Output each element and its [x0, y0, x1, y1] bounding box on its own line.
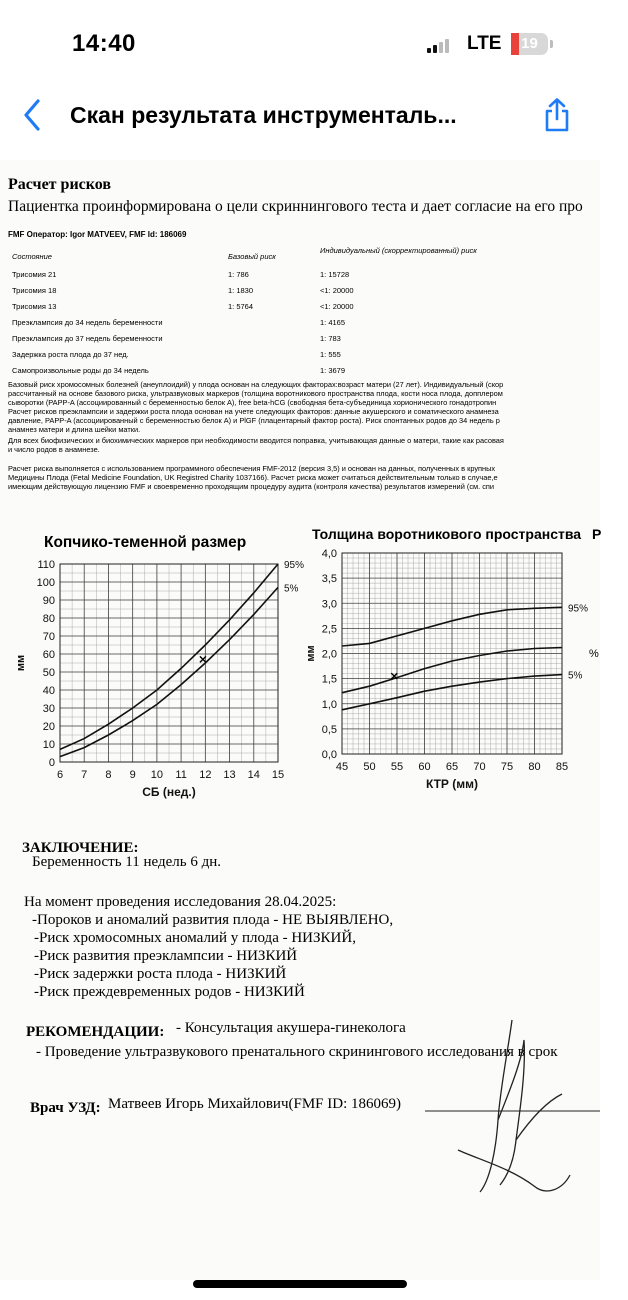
nt-y-tick-label: 3,5	[321, 573, 337, 586]
risk-notes-line: рассчитанный на основе базового риска, ультразвуковых маркеров (толщина воротникового пространства плода, кости носа плода, допплером	[8, 389, 503, 398]
table-row: Самопроизвольные роды до 34 недель 1: 3679	[12, 366, 346, 375]
recommendations-label: РЕКОМЕНДАЦИИ:	[26, 1024, 165, 1040]
home-indicator[interactable]	[193, 1280, 407, 1288]
nt-y-tick-label: 1,0	[321, 698, 337, 711]
crl-x-tick-label: 8	[105, 769, 112, 781]
crl-y-tick-label: 10	[42, 739, 55, 751]
operator-line: FMF Оператор: Igor MATVEEV, FMF Id: 186069	[8, 230, 187, 239]
nt-y-tick-label: 0,0	[321, 749, 337, 761]
crl-y-tick-label: 60	[42, 649, 55, 661]
crl-x-tick-label: 9	[129, 769, 136, 781]
examination-date: На момент проведения исследования 28.04.2025:	[24, 894, 337, 910]
software-notes-line: имеющим действующую лицензию FMF и своевременно проходящим процедуру аудита (контроля качества) результатов измерений (см. спи	[8, 482, 495, 491]
doctor-label: Врач УЗД:	[30, 1100, 101, 1116]
nt-x-tick-label: 75	[500, 761, 514, 773]
nt-series-label: 5%	[568, 670, 583, 682]
crl-x-tick-label: 7	[81, 769, 88, 781]
nt-series-label: 95%	[568, 603, 589, 615]
nt-x-tick-label: 80	[528, 761, 541, 773]
nt-y-tick-label: 3,0	[321, 598, 337, 611]
network-type: LTE	[467, 33, 502, 54]
status-bar	[0, 0, 600, 80]
crl-x-axis-label: СБ (нед.)	[142, 785, 196, 799]
crl-y-tick-label: 80	[42, 613, 55, 625]
battery-level: 19	[521, 35, 538, 52]
table-header-base-risk: Базовый риск	[228, 252, 276, 261]
chevron-left-icon	[18, 97, 48, 133]
pregnancy-term: Беременность 11 недель 6 дн.	[32, 854, 222, 870]
nt-chart	[300, 545, 600, 805]
table-row: Трисомия 21 1: 786 1: 15728	[12, 270, 350, 279]
crl-x-tick-label: 12	[199, 769, 212, 781]
crl-x-tick-label: 15	[271, 769, 285, 781]
table-header-individual-risk: Индивидуальный (скорректированный) риск	[320, 246, 477, 255]
risk-notes-line: анамнез матери и длина шейки матки.	[8, 425, 141, 434]
third-chart-percent-mark: %	[589, 648, 599, 660]
nt-x-tick-label: 45	[335, 761, 349, 773]
battery-cap	[550, 40, 553, 48]
nt-x-axis-label: КТР (мм)	[425, 777, 479, 791]
document-scan[interactable]	[0, 160, 600, 1280]
status-time: 14:40	[72, 30, 136, 57]
nt-y-tick-label: 4,0	[321, 548, 337, 560]
risk-notes-line: Расчет рисков преэклампсии и задержки роста плода основан на учете следующих факторов: данные акушерского и соматического анамнеза	[8, 407, 499, 416]
crl-chart-title: Копчико-теменной размер	[44, 534, 247, 551]
crl-chart	[0, 545, 310, 805]
nt-y-tick-label: 1,5	[321, 673, 337, 686]
back-button[interactable]	[18, 97, 48, 133]
nt-x-tick-label: 60	[418, 761, 431, 773]
crl-x-tick-label: 13	[223, 769, 236, 781]
doctor-name: Матвеев Игорь Михайлович(FMF ID: 186069)	[108, 1096, 402, 1112]
table-header-condition: Состояние	[12, 252, 52, 261]
risk-notes-line: сыворотки (PAPP-A (ассоциированный с беременностью белок А), free beta-hCG (свободная бета-субъединица хорионического гонадотропин	[8, 398, 497, 407]
risk-notes-line: Базовый риск хромосомных болезней (анеуплоидий) у плода основан на следующих факторах:возраст матери (27 лет). Индивидуальный (скор	[8, 380, 504, 389]
risk-notes-line: и число родов в анамнезе.	[8, 445, 100, 454]
third-chart-edge-mark: Р	[592, 526, 602, 542]
crl-series-label: 95%	[284, 560, 305, 571]
navigation-bar	[0, 80, 600, 150]
crl-y-tick-label: 90	[42, 595, 55, 607]
nt-x-tick-label: 50	[363, 761, 376, 773]
conclusion-item: -Риск задержки роста плода - НИЗКИЙ	[34, 966, 287, 982]
crl-y-tick-label: 50	[42, 667, 55, 679]
crl-x-tick-label: 14	[247, 769, 260, 781]
doc-subtitle: Пациентка проинформирована о цели скриннингового теста и дает согласие на его про	[8, 198, 583, 215]
crl-y-tick-label: 70	[42, 631, 55, 643]
table-row: Трисомия 18 1: 1830 <1: 20000	[12, 286, 354, 295]
nt-y-axis-label: мм	[305, 645, 317, 662]
conclusion-heading: ЗАКЛЮЧЕНИЕ:	[22, 840, 139, 856]
risk-notes-line: Для всех биофизических и биохимических маркеров при необходимости вводится поправка, учитывающая данные о матери, такие как расовая	[8, 436, 504, 445]
crl-x-tick-label: 10	[150, 769, 164, 781]
conclusion-item: -Риск развития преэклампсии - НИЗКИЙ	[34, 948, 298, 964]
crl-y-tick-label: 20	[42, 721, 55, 733]
nt-x-tick-label: 70	[473, 761, 486, 773]
nt-x-tick-label: 65	[445, 761, 459, 773]
crl-y-tick-label: 0	[48, 757, 55, 769]
recommendation-item: - Консультация акушера-гинеколога	[176, 1020, 406, 1036]
recommendation-item: - Проведение ультразвукового пренатального скринингового исследования в срок	[36, 1044, 558, 1060]
crl-y-axis-label: мм	[15, 654, 27, 672]
table-row: Преэклампсия до 37 недель беременности 1: 783	[12, 334, 341, 343]
risk-notes-line: давление, PAPP-A (ассоциированный с беременностью белок А) и PlGF (плацентарный фактор роста). Риск спонтанных родов до 34 недель р	[8, 416, 500, 425]
doc-title: Расчет рисков	[8, 176, 112, 193]
table-row: Трисомия 13 1: 5764 <1: 20000	[12, 302, 354, 311]
doctor-signature	[450, 1010, 580, 1200]
conclusion-item: -Риск преждевременных родов - НИЗКИЙ	[34, 984, 305, 1000]
nt-y-tick-label: 2,0	[321, 648, 337, 661]
software-notes-line: Медицины Плода (Fetal Medicine Foundation, UK Registred Charity 1037166). Расчет риска может считаться действительным только в случае,е	[8, 473, 498, 482]
crl-series-label: 5%	[284, 583, 299, 595]
crl-x-tick-label: 11	[175, 769, 187, 781]
share-icon	[538, 96, 576, 134]
nt-y-tick-label: 2,5	[321, 623, 337, 636]
page-title: Скан результата инструменталь...	[70, 102, 457, 128]
nt-x-tick-label: 55	[390, 761, 404, 773]
software-notes-line: Расчет риска выполняется с использованием программного обеспечения FMF-2012 (версия 3,5) и основан на данных, полученных в крупных	[8, 464, 496, 473]
nt-y-tick-label: 0,5	[321, 723, 337, 736]
nt-x-tick-label: 85	[555, 761, 569, 773]
conclusion-item: -Риск хромосомных аномалий у плода - НИЗКИЙ,	[34, 930, 356, 946]
crl-y-tick-label: 100	[36, 577, 55, 589]
table-row: Задержка роста плода до 37 нед. 1: 555	[12, 350, 341, 359]
crl-y-tick-label: 110	[37, 559, 55, 571]
crl-y-tick-label: 30	[42, 703, 55, 715]
crl-y-tick-label: 40	[42, 685, 55, 697]
table-row: Преэклампсия до 34 недель беременности 1: 4165	[12, 318, 346, 327]
battery-icon	[511, 33, 548, 55]
share-button[interactable]	[538, 96, 576, 134]
nt-chart-title: Толщина воротникового пространства	[312, 526, 582, 542]
conclusion-item: -Пороков и аномалий развития плода - НЕ ВЫЯВЛЕНО,	[32, 912, 394, 928]
signal-strength-icon	[427, 37, 461, 53]
crl-x-tick-label: 6	[56, 769, 64, 781]
